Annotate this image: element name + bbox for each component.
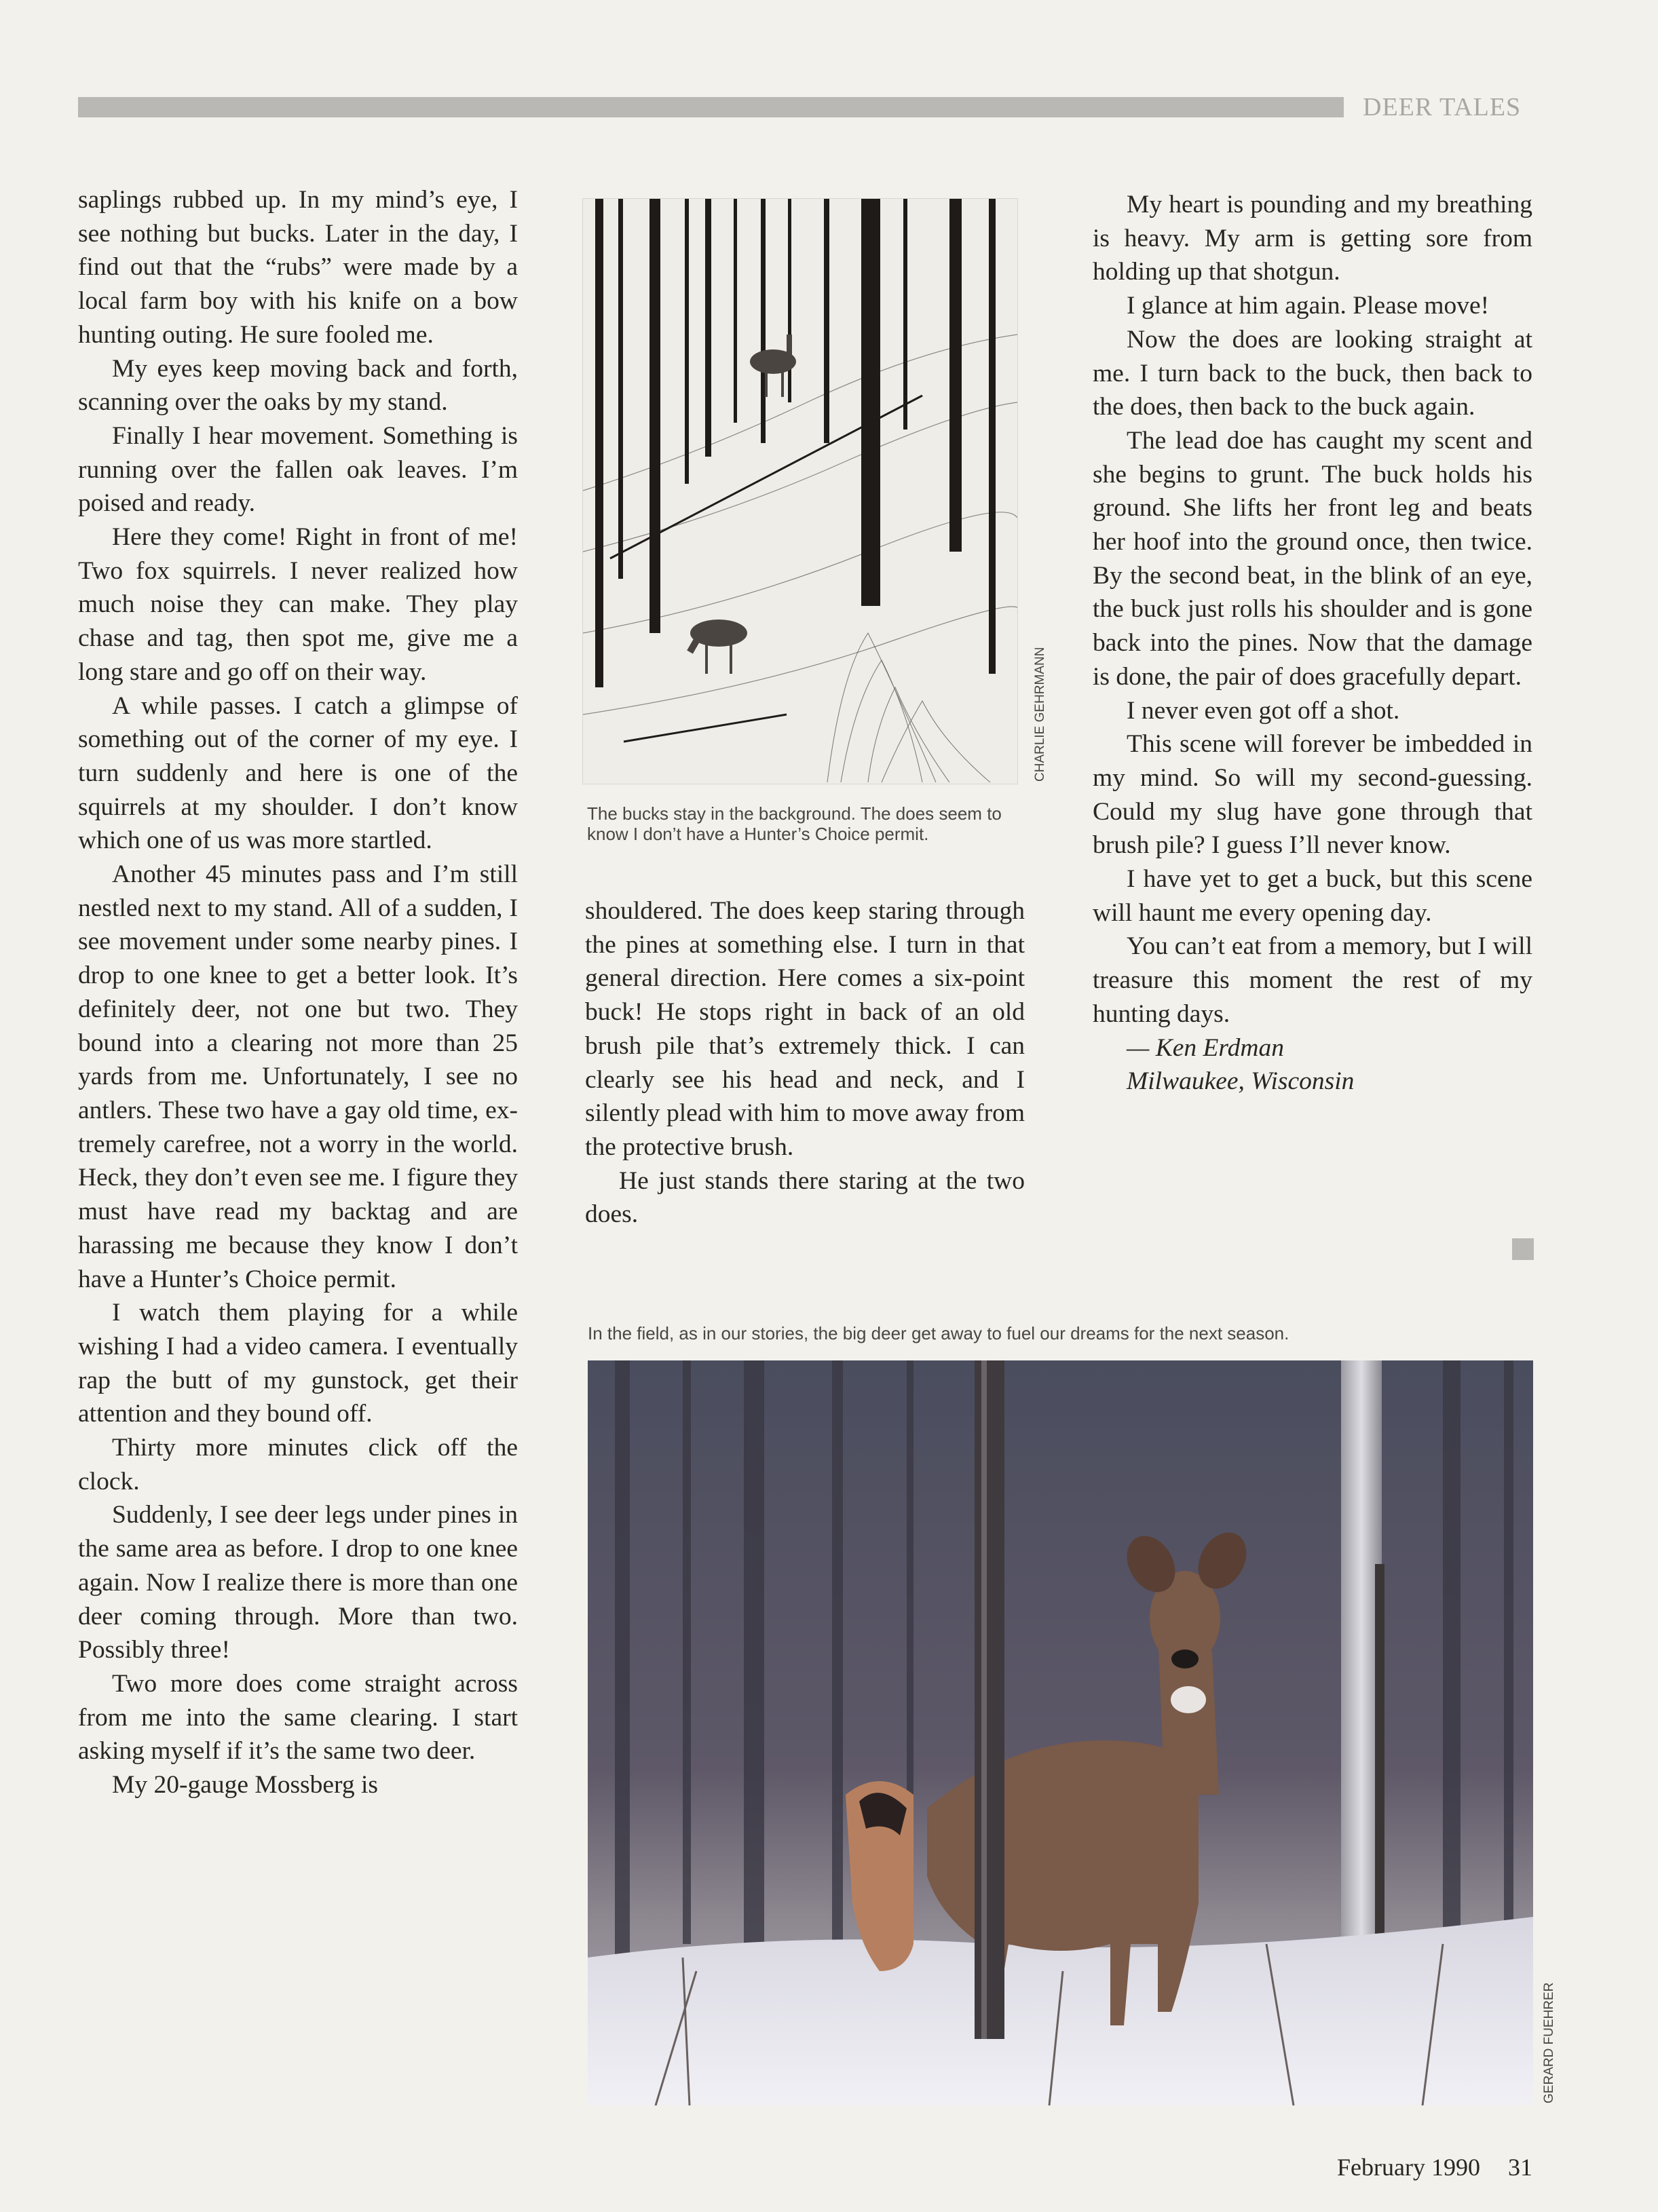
paragraph: This scene will forever be imbedded in my mind. So will my second-guessing. Could my slug have gone through that brush pile? I guess I’ll never know.: [1093, 730, 1532, 860]
paragraph: Two more does come straight across from me into the same clearing. I start asking myself if it’s the same two deer.: [78, 1669, 518, 1766]
paragraph: Here they come! Right in front of me! Two fox squirrels. I never realized how much noise they can make. They play chase and tag, then spot me, give me a long stare and go off on their way.: [78, 523, 518, 686]
paragraph: I glance at him again. Please move!: [1127, 292, 1490, 320]
doe-in-snowy-woods-photo: [588, 1360, 1533, 2105]
illustration-credit: CHARLIE GEHRMANN: [1033, 647, 1047, 782]
paragraph: saplings rubbed up. In my mind’s eye, I see nothing but bucks. Later in the day, I find out that the “rubs” were made by a local farm boy with his knife on a bow hunting outing. He sure fooled me.: [78, 186, 518, 349]
photo-credit: GERARD FUEHRER: [1542, 1982, 1556, 2103]
header-rule: [78, 97, 1344, 117]
section-label: DEER TALES: [1363, 93, 1522, 121]
paragraph: You can’t eat from a memory, but I will treasure this moment the rest of my hunting days.: [1093, 932, 1532, 1028]
paragraph: My heart is pounding and my breathing is heavy. My arm is getting sore from holding up that shotgun.: [1093, 191, 1532, 286]
article-column-2: [585, 894, 1025, 1232]
paragraph: I never even got off a shot.: [1127, 696, 1400, 725]
author-location: Milwaukee, Wisconsin: [1127, 1067, 1355, 1096]
photo-caption: In the field, as in our stories, the big deer get away to fuel our dreams for the next season.: [588, 1323, 1289, 1343]
author-name: — Ken Erdman: [1127, 1033, 1284, 1062]
paragraph: My eyes keep moving back and forth, scanning over the oaks by my stand.: [78, 354, 518, 417]
pen-illustration: [582, 198, 1018, 784]
paragraph: The lead doe has caught my scent and she begins to grunt. The buck holds his ground. She lifts her front leg and beats her hoof into the ground once, then twice. By the second beat, in the blink of an eye, the buck just rolls his shoulder and is gone back into the pines. Now that the damage is done, the pair of does gracefully depart.: [1093, 426, 1532, 691]
paragraph: I have yet to get a buck, but this scene will haunt me every opening day.: [1093, 865, 1532, 927]
paragraph: I watch them playing for a while wishing I had a video camera. I eventually rap the butt of my gunstock, get their attention and they bound off.: [78, 1299, 518, 1428]
paragraph: Finally I hear movement. Something is running over the fallen oak leaves. I’m poised and ready.: [78, 421, 518, 518]
issue-date: February 1990: [1337, 2154, 1480, 2181]
end-of-story-square-icon: [1512, 1238, 1534, 1260]
deer-photo: [588, 1360, 1533, 2105]
paragraph: Now the does are looking straight at me. I turn back to the buck, then back to the does, then back to the buck again.: [1093, 325, 1532, 421]
paragraph: Suddenly, I see deer legs under pines in the same area as before. I drop to one knee again. Now I realize there is more than one deer coming through. More than two. Possibly three!: [78, 1501, 518, 1664]
paragraph: My 20-gauge Mossberg is: [112, 1771, 378, 1799]
page-number: 31: [1508, 2154, 1532, 2181]
article-column-3: [1093, 188, 1532, 1099]
paragraph: shouldered. The does keep staring through the pines at something else. I turn in that general direction. Here comes a six-point buck! He stops right in back of an old brush pile that’s extremely thick. I can clearly see his head and neck, and I silently plead with him to move away from the protective brush.: [585, 897, 1025, 1161]
article-column-1: [78, 183, 518, 1802]
illustration-caption: The bucks stay in the background. The does seem to know I don’t have a Hunter’s Choice permit.: [587, 803, 1002, 844]
paragraph: Another 45 minutes pass and I’m still nestled next to my stand. All of a sudden, I see movement under some nearby pines. I drop to one knee to get a better look. It’s definitely deer, not one but two. They bound into a clearing not more than 25 yards from me. Unfortunately, I see no antlers. These two have a gay old time, extremely carefree, not a worry in the world. Heck, they don’t even see me. I figure they must have read my backtag and are harassing me because they know I don’t have a Hunter’s Choice permit.: [78, 860, 518, 1293]
paragraph: A while passes. I catch a glimpse of something out of the corner of my eye. I turn suddenly and here is one of the squirrels at my shoulder. I don’t know which one of us was more startled.: [78, 691, 518, 855]
paragraph: He just stands there staring at the two does.: [585, 1166, 1025, 1229]
paragraph: Thirty more minutes click off the clock.: [78, 1434, 518, 1495]
forest-deer-illustration: [583, 199, 1017, 784]
